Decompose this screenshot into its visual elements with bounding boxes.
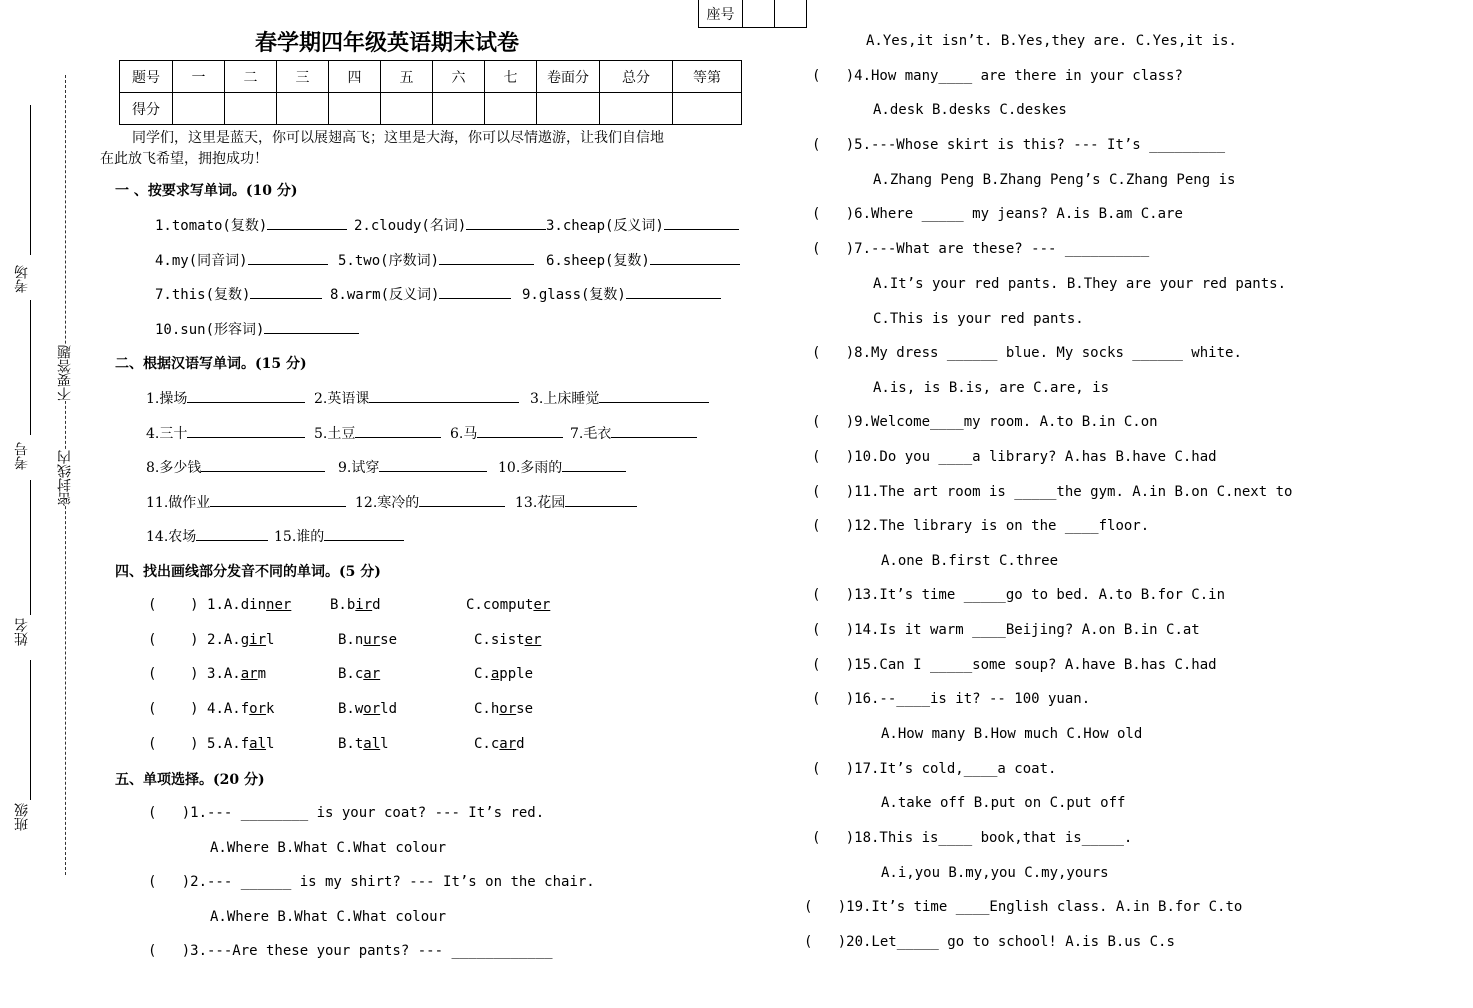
word-part: B.n (338, 632, 364, 648)
phonics-question: ( ) 3.A.arm (148, 666, 267, 682)
option-b (330, 597, 381, 613)
word-part: C.h (474, 701, 500, 717)
question-number: 4. (207, 701, 224, 717)
s2-item: 7.毛衣 (570, 423, 697, 443)
s2-item: 3.上床睡觉 (530, 388, 709, 408)
underlined-letters: ar (499, 736, 517, 752)
s2-item: 6.马 (450, 423, 563, 443)
score-header: 三 (277, 61, 329, 93)
score-header: 卷面分 (537, 61, 600, 93)
s1-item: 1.tomato(复数) (155, 215, 347, 235)
word-part: d (516, 736, 525, 752)
underlined-letters: or (249, 701, 267, 717)
underlined-letters: al (249, 736, 267, 752)
option-b (338, 701, 397, 717)
question-4: ( )4.How many____ are there in your class? (812, 68, 1183, 84)
label-kaochang: 考场 (14, 265, 30, 293)
score-row-label: 得分 (120, 93, 173, 125)
word-part: A.din (223, 597, 267, 613)
score-cell[interactable] (673, 93, 742, 125)
underlined-letters: a (490, 666, 500, 682)
question-5-options: A.Zhang Peng B.Zhang Peng’s C.Zhang Peng is (873, 172, 1236, 188)
word-part: A.f (223, 736, 250, 752)
word-part: l (266, 632, 275, 648)
underlined-letters: or (363, 701, 381, 717)
question-7-options-2: C.This is your red pants. (873, 311, 1084, 327)
word-part: B.c (338, 666, 364, 682)
s2-item: 13.花园 (515, 492, 637, 512)
phonics-question: ( ) 2.A.girl (148, 632, 275, 648)
question-5: ( )5.---Whose skirt is this? --- It’s _________ (812, 137, 1226, 153)
s2-item: 1.操场 (146, 388, 305, 408)
score-cell[interactable] (485, 93, 537, 125)
word-part: B.t (338, 736, 364, 752)
blank-line-name (30, 480, 31, 615)
s2-item: 14.农场 (146, 526, 268, 546)
score-cell[interactable] (381, 93, 433, 125)
label-class: 班级 (14, 803, 30, 831)
word-part: C.c (474, 736, 500, 752)
blank-line-class (30, 660, 31, 800)
word-part: se (380, 632, 398, 648)
label-name: 姓名 (14, 618, 30, 646)
score-cell[interactable] (225, 93, 277, 125)
phonics-question: ( ) 1.A.dinner (148, 597, 292, 613)
option-b (338, 736, 389, 752)
s1-item: 5.two(序数词) (338, 250, 534, 270)
s1-item: 4.my(同音词) (155, 250, 328, 270)
s2-item: 8.多少钱 (146, 457, 325, 477)
question-1: ( )1.--- ________ is your coat? --- It’s red. (148, 805, 545, 821)
word-part: B.w (338, 701, 364, 717)
question-11: ( )11.The art room is _____the gym. A.in B.on C.next to (812, 484, 1293, 500)
word-part: m (257, 666, 267, 682)
question-16-options: A.How many B.How much C.How old (881, 726, 1143, 742)
phonics-question: ( ) 4.A.fork (148, 701, 275, 717)
s2-item: 15.谁的 (274, 526, 404, 546)
word-part: se (516, 701, 534, 717)
question-14: ( )14.Is it warm ____Beijing? A.on B.in C.at (812, 622, 1200, 638)
s1-item: 9.glass(复数) (522, 284, 721, 304)
question-15: ( )15.Can I _____some soup? A.have B.has C.had (812, 657, 1217, 673)
word-part: C. (474, 666, 491, 682)
underlined-letters: ir (249, 632, 267, 648)
question-7-options-1: A.It’s your red pants. B.They are your red pants. (873, 276, 1287, 292)
section-4-heading: 四、找出画线部分发音不同的单词。(5 分) (115, 564, 381, 580)
s2-item: 11.做作业 (146, 492, 346, 512)
seat-label: 座号 (699, 0, 743, 28)
question-number: 3. (207, 666, 224, 682)
score-header: 六 (433, 61, 485, 93)
score-cell[interactable] (277, 93, 329, 125)
score-header: 一 (173, 61, 225, 93)
score-cell[interactable] (433, 93, 485, 125)
word-part: l (266, 736, 275, 752)
intro-line-2: 在此放飞希望，拥抱成功！ (100, 151, 268, 167)
seat-box (698, 0, 807, 28)
word-part: l (380, 736, 389, 752)
score-table (119, 60, 742, 125)
s2-item: 10.多雨的 (498, 457, 626, 477)
option-c (474, 632, 541, 648)
s2-item: 2.英语课 (314, 388, 519, 408)
question-9: ( )9.Welcome____my room. A.to B.in C.on (812, 414, 1158, 430)
question-4-options: A.desk B.desks C.deskes (873, 102, 1067, 118)
blank-line-kaohao (30, 300, 31, 435)
question-17: ( )17.It’s cold,____a coat. (812, 761, 1057, 777)
blank-line-kaochang (30, 105, 31, 255)
s1-item: 2.cloudy(名词) (354, 215, 546, 235)
question-10: ( )10.Do you ____a library? A.has B.have C.had (812, 449, 1217, 465)
s1-item: 7.this(复数) (155, 284, 322, 304)
question-12: ( )12.The library is on the ____floor. (812, 518, 1150, 534)
question-number: 2. (207, 632, 224, 648)
score-header: 五 (381, 61, 433, 93)
word-part: B.b (330, 597, 356, 613)
s2-item: 12.寒冷的 (355, 492, 505, 512)
score-header: 题号 (120, 61, 173, 93)
s1-item: 8.warm(反义词) (330, 284, 511, 304)
word-part: pple (499, 666, 534, 682)
underlined-letters: ner (266, 597, 292, 613)
word-part: C.sist (474, 632, 525, 648)
question-13: ( )13.It’s time _____go to bed. A.to B.for C.in (812, 587, 1226, 603)
score-header: 总分 (600, 61, 673, 93)
word-part: A.f (223, 701, 250, 717)
underlined-letters: er (533, 597, 551, 613)
question-7: ( )7.---What are these? --- __________ (812, 241, 1150, 257)
s1-item: 6.sheep(复数) (546, 250, 740, 270)
question-3-options: A.Yes,it isn’t. B.Yes,they are. C.Yes,it is. (866, 33, 1237, 49)
intro-line-1: 同学们，这里是蓝天，你可以展翅高飞；这里是大海，你可以尽情遨游，让我们自信地 (132, 130, 664, 146)
label-seal-inside: 密封线内 (57, 450, 73, 506)
score-cell[interactable] (173, 93, 225, 125)
score-header: 四 (329, 61, 381, 93)
question-number: 1. (207, 597, 224, 613)
question-16: ( )16.--____is it? -- 100 yuan. (812, 691, 1091, 707)
phonics-question: ( ) 5.A.fall (148, 736, 275, 752)
score-header: 二 (225, 61, 277, 93)
label-no-answer: 不要答题 (57, 345, 73, 401)
seat-cell[interactable] (743, 0, 775, 28)
option-c (466, 597, 550, 613)
s2-item: 5.土豆 (314, 423, 441, 443)
section-1-heading: 一 、按要求写单词。(10 分) (115, 183, 298, 199)
underlined-letters: ar (240, 666, 258, 682)
question-12-options: A.one B.first C.three (881, 553, 1059, 569)
label-kaohao: 考号 (14, 442, 30, 470)
underlined-letters: ar (363, 666, 381, 682)
underlined-letters: or (499, 701, 517, 717)
option-b (338, 666, 380, 682)
s2-item: 4.三十 (146, 423, 305, 443)
section-2-heading: 二、根据汉语写单词。(15 分) (115, 356, 307, 372)
question-18: ( )18.This is____ book,that is_____. (812, 830, 1133, 846)
word-part: C.comput (466, 597, 534, 613)
score-cell[interactable] (537, 93, 600, 125)
score-cell[interactable] (329, 93, 381, 125)
score-header: 等第 (673, 61, 742, 93)
score-cell[interactable] (600, 93, 673, 125)
underlined-letters: er (524, 632, 542, 648)
underlined-letters: ur (363, 632, 381, 648)
question-3: ( )3.---Are these your pants? --- ____________ (148, 943, 553, 959)
question-2: ( )2.--- ______ is my shirt? --- It’s on the chair. (148, 874, 595, 890)
word-part: A. (223, 666, 241, 682)
underlined-letters: ir (355, 597, 373, 613)
underlined-letters: al (363, 736, 381, 752)
word-part: A.g (223, 632, 250, 648)
question-20: ( )20.Let_____ go to school! A.is B.us C.s (804, 934, 1175, 950)
seat-cell[interactable] (775, 0, 807, 28)
section-5-heading: 五、单项选择。(20 分) (115, 772, 265, 788)
word-part: d (372, 597, 381, 613)
question-18-options: A.i,you B.my,you C.my,yours (881, 865, 1109, 881)
question-6: ( )6.Where _____ my jeans? A.is B.am C.are (812, 206, 1183, 222)
question-8: ( )8.My dress ______ blue. My socks ______ white. (812, 345, 1242, 361)
option-b (338, 632, 397, 648)
word-part: ld (380, 701, 398, 717)
s1-item: 3.cheap(反义词) (546, 215, 739, 235)
word-part: k (266, 701, 275, 717)
question-number: 5. (207, 736, 224, 752)
score-header: 七 (485, 61, 537, 93)
page-title: 春学期四年级英语期末试卷 (255, 31, 520, 56)
question-8-options: A.is, is B.is, are C.are, is (873, 380, 1110, 396)
question-17-options: A.take off B.put on C.put off (881, 795, 1126, 811)
question-19: ( )19.It’s time ____English class. A.in B.for C.to (804, 899, 1243, 915)
s1-item: 10.sun(形容词) (155, 319, 359, 339)
option-c (474, 666, 533, 682)
s2-item: 9.试穿 (338, 457, 487, 477)
question-1-options: A.Where B.What C.What colour (210, 840, 447, 856)
option-c (474, 701, 533, 717)
question-2-options: A.Where B.What C.What colour (210, 909, 447, 925)
option-c (474, 736, 525, 752)
